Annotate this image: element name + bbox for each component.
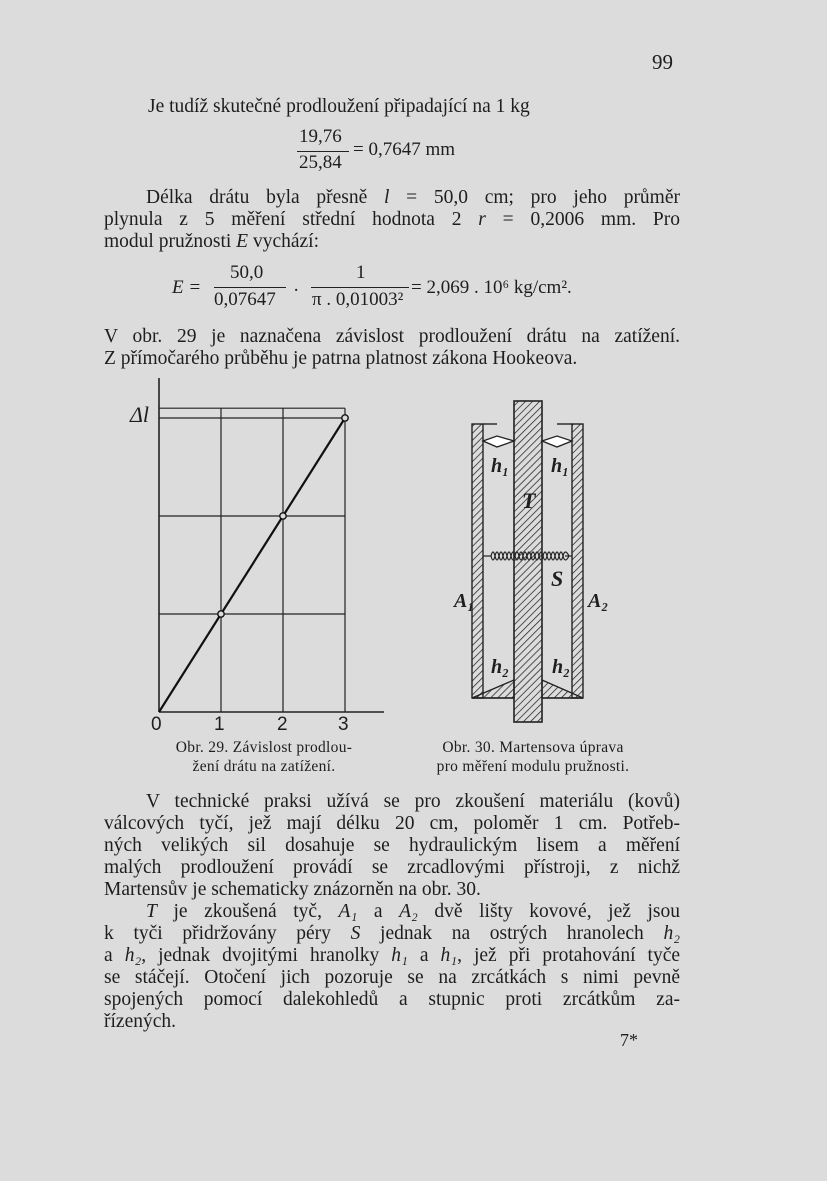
eq2-f1-denominator: 0,07647 — [214, 289, 276, 310]
para1-line2: plynula z 5 měření střední hodnota 2 r = 0,2006 mm. Pro — [104, 209, 680, 230]
fig30-label-A2: A₂ — [588, 590, 609, 612]
fig29-ylabel: Δl — [130, 402, 150, 427]
eq2-lhs: E = — [172, 277, 202, 298]
eq1-numerator: 19,76 — [299, 126, 342, 147]
fig30-label-h1-right: h₁ — [551, 455, 570, 477]
fig29-caption-line1: Obr. 29. Závislost prodlou- — [175, 739, 353, 756]
para4-line6: řízených. — [104, 1011, 177, 1032]
spring-S — [483, 552, 572, 560]
eq2-f2-denominator: π . 0,01003² — [312, 289, 404, 310]
eq1-rhs: = 0,7647 mm — [353, 139, 456, 160]
fig30-label-h2-left: h₂ — [491, 656, 510, 678]
para3-line5: Martensův je schematicky znázorněn na obr. 30. — [104, 879, 481, 900]
para1-line1: Délka drátu byla přesně l = 50,0 cm; pro jeho průměr — [146, 187, 681, 208]
eq2-rhs: = 2,069 . 10⁶ kg/cm². — [411, 277, 572, 298]
fig30-caption-line2: pro měření modulu pružnosti. — [436, 758, 630, 775]
para2-line1: V obr. 29 je naznačena závislost prodloužení drátu na zatížení. — [104, 326, 680, 347]
fig30-label-S: S — [551, 566, 564, 591]
strip-A2 — [572, 424, 583, 698]
para4-line3: a h₂, jednak dvojitými hranolky h₁ a h₁, jež při protahování tyče — [104, 945, 681, 966]
fig29-tick-2: 2 — [277, 714, 288, 735]
para4-line2: k tyči přidržovány péry S jednak na ostrých hranolech h₂ — [104, 923, 680, 944]
prism-h1-left — [483, 436, 514, 447]
fig30-label-T: T — [522, 488, 536, 513]
page-number: 99 — [652, 50, 673, 74]
eq2-f2-numerator: 1 — [356, 262, 366, 283]
fig29-caption-line2: žení drátu na zatížení. — [192, 758, 336, 775]
strip-A1 — [472, 424, 483, 698]
prism-h1-right — [542, 436, 572, 447]
rod-T — [514, 401, 542, 722]
para1-line3: modul pružnosti E vychází: — [104, 231, 320, 252]
para3-line2: válcových tyčí, jež mají délku 20 cm, poloměr 1 cm. Potřeb- — [104, 813, 680, 834]
para3-line1: V technické praksi užívá se pro zkoušení materiálu (kovů) — [146, 791, 680, 812]
fig30-label-h2-right: h₂ — [552, 656, 571, 678]
para3-line4: malých prodloužení provádí se zrcadlovými přístroji, z nichž — [104, 857, 680, 878]
fig30-label-A1: A₁ — [454, 590, 475, 612]
para4-line4: se stáčejí. Otočení jich pozoruje se na zrcátkách s nimi pevně — [104, 967, 680, 988]
fig30-label-h1-left: h₁ — [491, 455, 510, 477]
signature-mark: 7* — [620, 1030, 638, 1050]
para3-line3: ných velikých sil dosahuje se hydraulickým lisem a měření — [104, 835, 680, 856]
eq2-f1-numerator: 50,0 — [230, 262, 264, 283]
para4-line5: spojených pomocí dalekohledů a stupnic proti zrcátkům za- — [104, 989, 680, 1010]
fig29-tick-3: 3 — [338, 714, 349, 735]
fig30-caption — [404, 738, 662, 776]
fig29-tick-0: 0 — [151, 714, 162, 735]
para2-line2: Z přímočarého průběhu je patrna platnost zákona Hookeova. — [104, 348, 578, 369]
eq2-dot: · — [293, 280, 300, 301]
intro-line: Je tudíž skutečné prodloužení připadající na 1 kg — [148, 96, 530, 117]
para4-line1: T je zkoušená tyč, A₁ a A₂ dvě lišty kovové, jež jsou — [146, 901, 681, 922]
fig30-caption-line1: Obr. 30. Martensova úprava — [442, 739, 624, 756]
fig29-tick-1: 1 — [214, 714, 225, 735]
eq1-denominator: 25,84 — [299, 152, 342, 173]
